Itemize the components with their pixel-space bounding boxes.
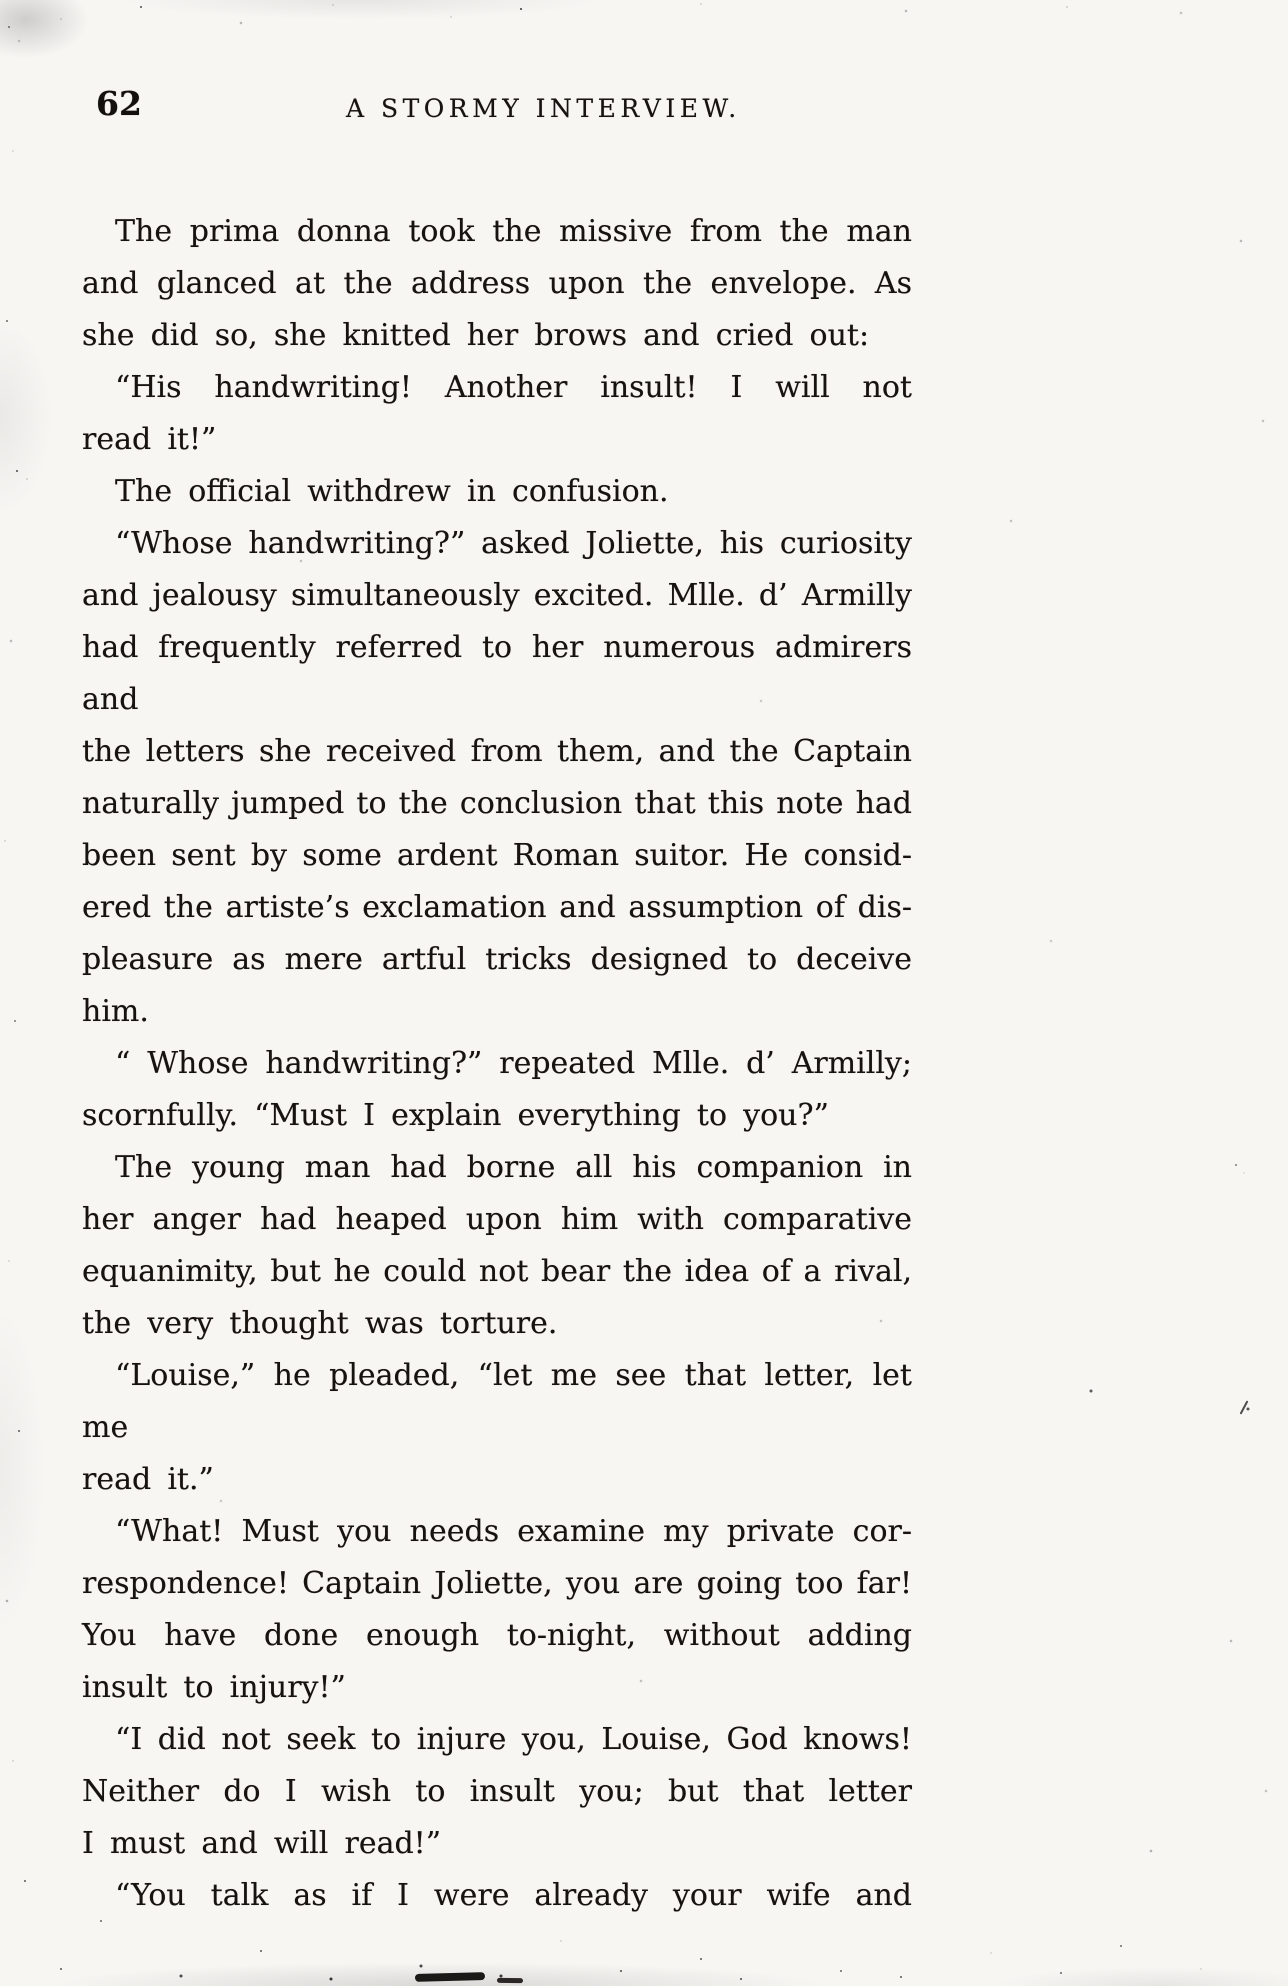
text-line: had frequently referred to her numerous admirers and	[82, 630, 912, 717]
scan-edge-mark	[415, 1972, 485, 1982]
text-line: ered the artiste’s exclamation and assumption of dis-	[82, 890, 912, 925]
paragraph	[82, 1714, 912, 1870]
text-line: “You talk as if I were already your wife and	[115, 1878, 912, 1913]
text-line: and jealousy simultaneously excited. Mlle. d’ Armilly	[82, 578, 912, 613]
text-line: him.	[82, 994, 149, 1029]
paragraph	[82, 1870, 912, 1922]
scan-edge-mark-small	[497, 1978, 523, 1983]
paragraph	[82, 1506, 912, 1714]
text-line: been sent by some ardent Roman suitor. He consid-	[82, 838, 912, 873]
text-line: The young man had borne all his companion in	[115, 1150, 912, 1185]
text-line: “I did not seek to injure you, Louise, God knows!	[115, 1722, 912, 1757]
scan-scratch-mark	[1240, 1400, 1249, 1414]
text-line: the very thought was torture.	[82, 1306, 558, 1341]
text-line: the letters she received from them, and the Captain	[82, 734, 912, 769]
text-line: insult to injury!”	[82, 1670, 346, 1705]
text-line: The official withdrew in confusion.	[115, 474, 669, 509]
text-line: respondence! Captain Joliette, you are going too far!	[82, 1566, 912, 1601]
text-line: scornfully. “Must I explain everything to you?”	[82, 1098, 829, 1133]
page-number: 62	[96, 84, 142, 123]
text-line: her anger had heaped upon him with comparative	[82, 1202, 912, 1237]
text-line: I must and will read!”	[82, 1826, 442, 1861]
text-line: “His handwriting! Another insult! I will not	[115, 370, 912, 405]
text-line: she did so, she knitted her brows and cried out:	[82, 318, 870, 353]
text-line: pleasure as mere artful tricks designed to deceive	[82, 942, 912, 977]
paragraph	[82, 518, 912, 1038]
scan-noise-speckles	[0, 0, 2, 2]
text-line: “Whose handwriting?” asked Joliette, his curiosity	[115, 526, 912, 561]
text-line: You have done enough to-night, without adding	[82, 1618, 912, 1653]
text-line: read it.”	[82, 1462, 214, 1497]
body-text	[82, 206, 912, 1922]
text-line: and glanced at the address upon the envelope. As	[82, 266, 912, 301]
text-line: “What! Must you needs examine my private cor-	[115, 1514, 912, 1549]
paragraph	[82, 1142, 912, 1350]
running-title: A STORMY INTERVIEW.	[346, 94, 741, 123]
paragraph	[82, 206, 912, 362]
text-line: Neither do I wish to insult you; but that letter	[82, 1774, 912, 1809]
text-line: naturally jumped to the conclusion that this note had	[82, 786, 912, 821]
paragraph	[82, 466, 912, 518]
text-line: “ Whose handwriting?” repeated Mlle. d’ Armilly;	[115, 1046, 912, 1081]
paragraph	[82, 1350, 912, 1506]
paragraph	[82, 1038, 912, 1142]
text-line: equanimity, but he could not bear the idea of a rival,	[82, 1254, 912, 1289]
paragraph	[82, 362, 912, 466]
text-line: The prima donna took the missive from the man	[115, 214, 912, 249]
text-line: “Louise,” he pleaded, “let me see that letter, let me	[82, 1358, 912, 1445]
text-line: read it!”	[82, 422, 217, 457]
